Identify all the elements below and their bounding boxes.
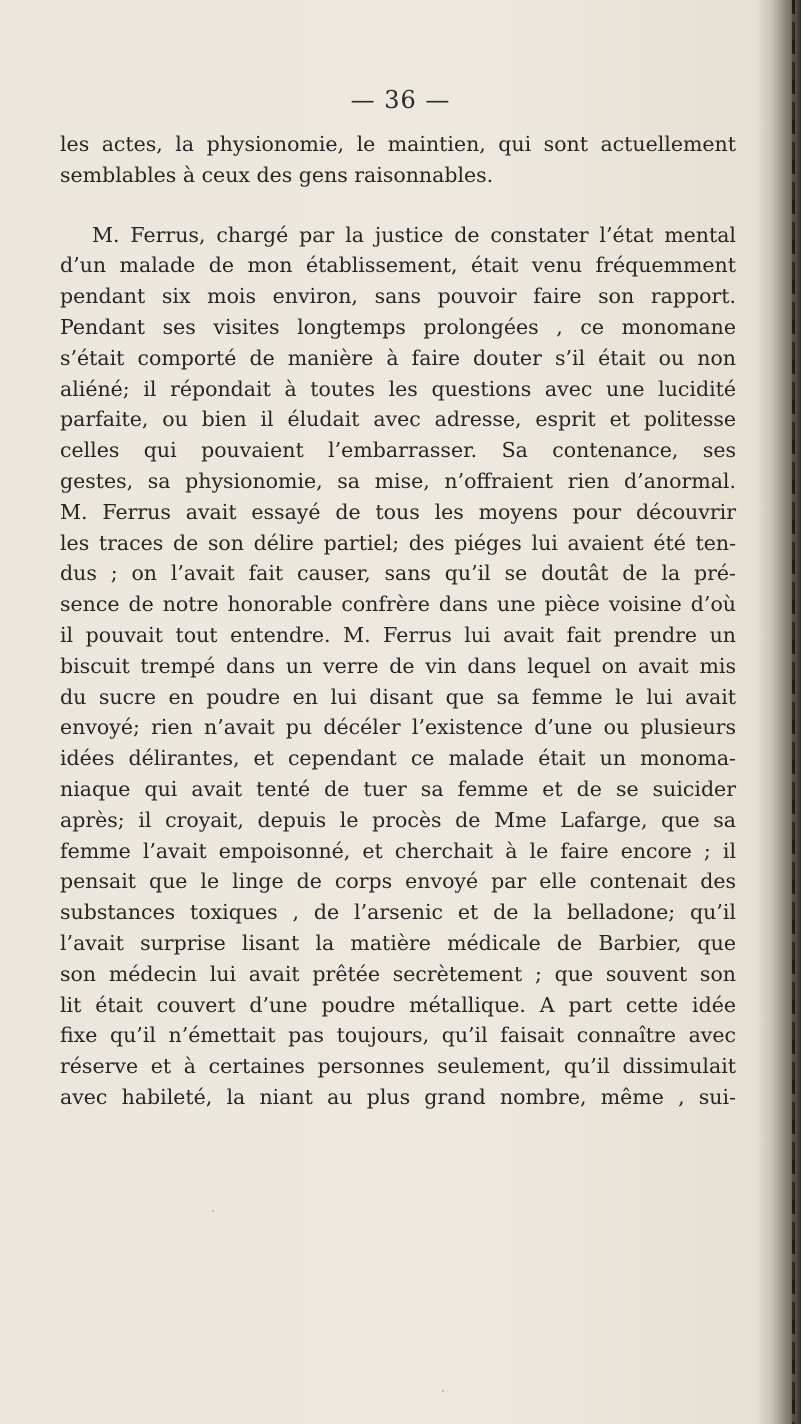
paragraph-gap	[60, 191, 736, 220]
text-line: son médecin lui avait prêtée secrètement ; que souvent son	[60, 961, 736, 986]
text-line: M. Ferrus avait essayé de tous les moyens pour découvrir	[60, 499, 736, 524]
text-line: Pendant ses visites longtemps prolongées , ce monomane	[60, 314, 736, 339]
text-line: l’avait surprise lisant la matière médicale de Barbier, que	[60, 930, 736, 955]
body-text	[60, 129, 736, 1113]
text-line: biscuit trempé dans un verre de vin dans lequel on avait mis	[60, 653, 736, 678]
text-line: parfaite, ou bien il éludait avec adresse, esprit et politesse	[60, 407, 736, 432]
text-line: pendant six mois environ, sans pouvoir faire son rapport.	[60, 284, 736, 309]
text-line: avec habileté, la niant au plus grand nombre, même , sui-	[60, 1084, 736, 1109]
text-line: gestes, sa physionomie, sa mise, n’offraient rien d’anormal.	[60, 468, 736, 493]
text-line: idées délirantes, et cependant ce malade était un monoma-	[60, 746, 736, 771]
text-line: réserve et à certaines personnes seulement, qu’il dissimulait	[60, 1054, 736, 1079]
text-line: dus ; on l’avait fait causer, sans qu’il se doutât de la pré-	[60, 561, 736, 586]
text-line: après; il croyait, depuis le procès de Mme Lafarge, que sa	[60, 807, 736, 832]
text-line: d’un malade de mon établissement, était venu fréquemment	[60, 253, 736, 278]
text-line: femme l’avait empoisonné, et cherchait à le faire encore ; il	[60, 838, 736, 863]
text-line: du sucre en poudre en lui disant que sa femme le lui avait	[60, 684, 736, 709]
book-binding-edge	[757, 0, 801, 1424]
text-line: semblables à ceux des gens raisonnables.	[60, 162, 494, 187]
paragraph-2	[60, 220, 736, 1113]
text-line: il pouvait tout entendre. M. Ferrus lui avait fait prendre un	[60, 622, 736, 647]
text-line: les actes, la physionomie, le maintien, qui sont actuellement	[60, 132, 736, 156]
text-line: celles qui pouvaient l’embarrasser. Sa contenance, ses	[60, 438, 736, 463]
text-line: s’était comporté de manière à faire douter s’il était ou non	[60, 345, 736, 370]
text-line: niaque qui avait tenté de tuer sa femme et de se suicider	[60, 776, 736, 801]
paper-speck	[442, 1390, 444, 1392]
paper-speck	[538, 1032, 540, 1034]
page-number: — 36 —	[350, 86, 451, 114]
text-line: lit était couvert d’une poudre métallique. A part cette idée	[60, 992, 736, 1017]
text-line: les traces de son délire partiel; des piéges lui avaient été ten-	[60, 530, 736, 555]
text-line: fixe qu’il n’émettait pas toujours, qu’il faisait connaître avec	[60, 1023, 736, 1048]
paper-speck	[212, 1210, 214, 1212]
text-line: pensait que le linge de corps envoyé par elle contenait des	[60, 869, 736, 894]
text-line: envoyé; rien n’avait pu décéler l’existence d’une ou plusieurs	[60, 715, 736, 740]
text-line: sence de notre honorable confrère dans une pièce voisine d’où	[60, 592, 736, 617]
text-line: aliéné; il répondait à toutes les questions avec une lucidité	[60, 376, 736, 401]
paragraph-1	[60, 129, 736, 191]
text-line: substances toxiques , de l’arsenic et de la belladone; qu’il	[60, 900, 736, 925]
text-line: M. Ferrus, chargé par la justice de constater l’état mental	[92, 222, 736, 247]
